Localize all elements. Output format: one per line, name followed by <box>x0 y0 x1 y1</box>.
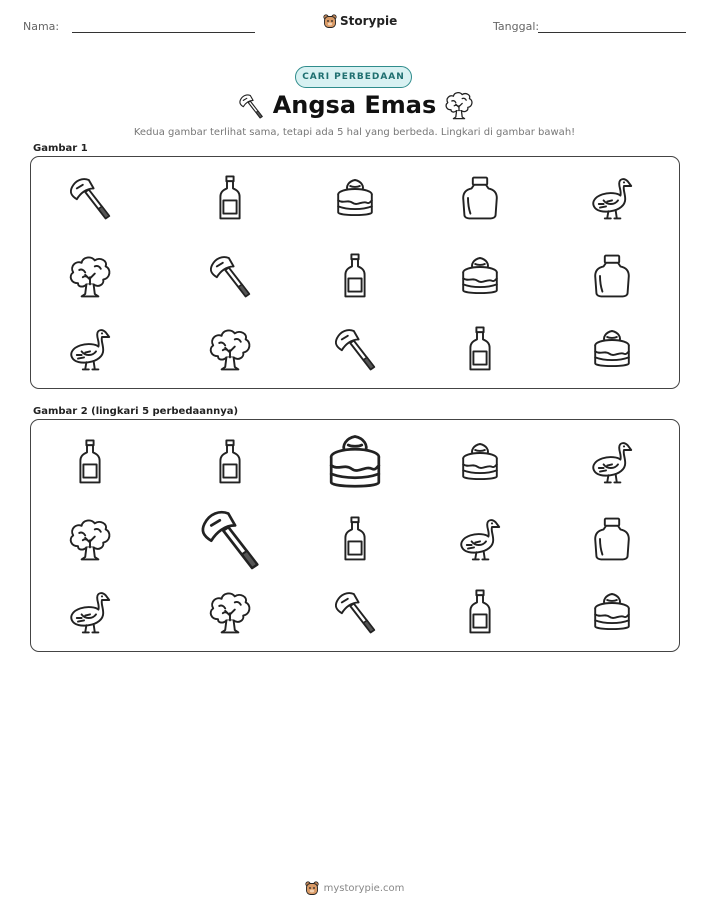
picture2-tree-icon <box>206 588 254 636</box>
picture1-jar-icon <box>588 252 636 300</box>
picture1-bottle-icon <box>331 252 379 300</box>
picture2-bottle-icon <box>456 588 504 636</box>
activity-badge: CARI PERBEDAAN <box>295 66 412 88</box>
picture1-tree-icon <box>66 252 114 300</box>
footer-bear-icon <box>305 880 319 896</box>
picture1-axe-icon <box>331 325 379 373</box>
picture2-cake-icon <box>321 428 389 496</box>
picture1-cake-icon <box>331 174 379 222</box>
bear-icon <box>323 13 337 29</box>
picture2-goose-icon <box>66 588 114 636</box>
picture2-goose-icon <box>588 438 636 486</box>
picture1-tree-icon <box>206 325 254 373</box>
picture1-axe-icon <box>206 252 254 300</box>
picture1-cake-icon <box>588 325 636 373</box>
section1-label: Gambar 1 <box>33 143 88 154</box>
picture2-bottle-icon <box>66 438 114 486</box>
picture2-cake-icon <box>588 588 636 636</box>
picture2-bottle-icon <box>331 515 379 563</box>
name-label: Nama: <box>23 20 60 33</box>
picture2-axe-icon <box>196 505 264 573</box>
brand-name: Storypie <box>340 14 398 28</box>
picture1-jar-icon <box>456 174 504 222</box>
picture2-jar-icon <box>588 515 636 563</box>
picture1-cake-icon <box>456 252 504 300</box>
name-input-line[interactable] <box>72 32 255 33</box>
picture2-tree-icon <box>66 515 114 563</box>
picture2-bottle-icon <box>206 438 254 486</box>
brand-logo <box>323 13 397 29</box>
instructions: Kedua gambar terlihat sama, tetapi ada 5 hal yang berbeda. Lingkari di gambar bawah! <box>133 127 576 138</box>
picture1-bottle-icon <box>206 174 254 222</box>
picture1-goose-icon <box>588 174 636 222</box>
picture1-axe-icon <box>66 174 114 222</box>
footer <box>0 880 709 896</box>
title-tree-icon <box>443 89 475 121</box>
picture1-goose-icon <box>66 325 114 373</box>
picture2-cake-icon <box>456 438 504 486</box>
date-label: Tanggal: <box>493 20 540 33</box>
picture2-axe-icon <box>331 588 379 636</box>
picture2-goose-icon <box>456 515 504 563</box>
date-input-line[interactable] <box>538 32 686 33</box>
section2-label: Gambar 2 (lingkari 5 perbedaannya) <box>33 406 239 417</box>
page-title: Angsa Emas <box>272 91 437 119</box>
picture1-bottle-icon <box>456 325 504 373</box>
footer-url: mystorypie.com <box>323 882 405 894</box>
